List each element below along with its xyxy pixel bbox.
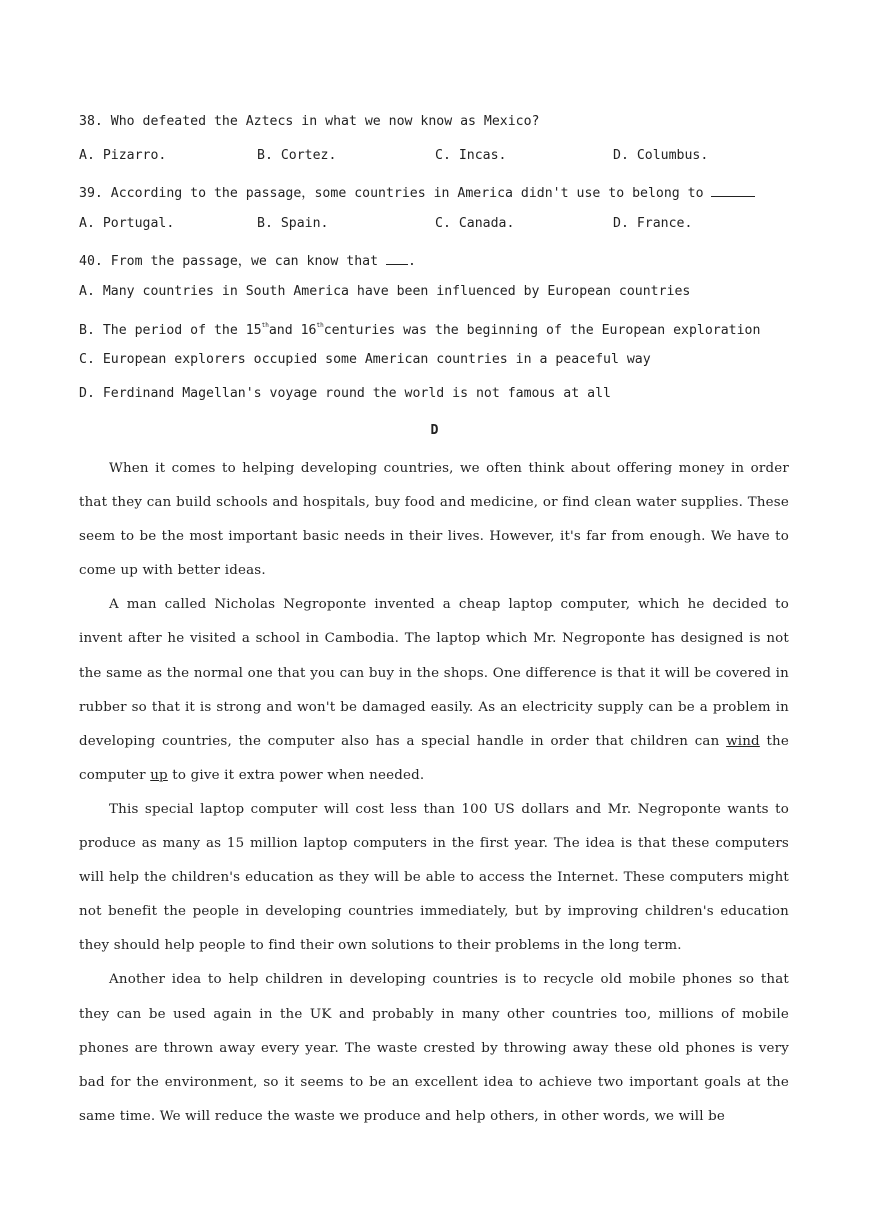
option-a: A. Portugal. bbox=[79, 216, 175, 231]
superscript-th: th bbox=[261, 322, 269, 329]
paragraph-1: When it comes to helping developing countries, we often think about offering money in order that they can build schools and hospitals, buy food and medicine, or find clean water supplies. These seem to be the most important basic needs in their lives. However, it's far from enough. We have to come up with better ideas. bbox=[79, 461, 789, 579]
paragraph-2-text: A man called Nicholas Negroponte invented a cheap laptop computer, which he decided to invent after he visited a school in Cambodia. The laptop which Mr. Negroponte has designed is not the same as the normal one that you can buy in the shops. One difference is that it will be covered in rubber so that it is strong and won't be damaged easily. As an electricity supply can be a problem in developing countries, the computer also has a special handle in order that children can bbox=[79, 597, 789, 749]
paragraph-4: Another idea to help children in developing countries is to recycle old mobile phones so that they can be used again in the UK and probably in many other countries too, millions of mobile phones are thrown away every year. The waste crested by throwing away these old phones is very bad for the environment, so it seems to be an excellent idea to achieve two important goals at the same time. We will reduce the waste we produce and help others, in other words, we will be bbox=[79, 972, 789, 1124]
option-b-part1: B. The period of the 15 bbox=[79, 323, 262, 338]
question-40-option-a: A. Many countries in South America have been influenced by European countries bbox=[79, 284, 691, 299]
questions-section bbox=[79, 110, 799, 416]
paragraph-2-text: to give it extra power when needed. bbox=[167, 767, 425, 783]
question-40-line bbox=[79, 246, 799, 280]
question-40-option-d: D. Ferdinand Magellan's voyage round the world is not famous at all bbox=[79, 386, 611, 401]
option-d: D. France. bbox=[613, 216, 693, 231]
option-b: B. Cortez. bbox=[257, 148, 337, 163]
underlined-word-up: up bbox=[150, 767, 168, 783]
paragraph-3: This special laptop computer will cost less than 100 US dollars and Mr. Negroponte wants to produce as many as 15 million laptop computers in the first year. The idea is that these computers will help the children's education as they will be able to access the Internet. These computers might not benefit the people in developing countries immediately, but by improving children's education they should help people to find their own solutions to their problems in the long term. bbox=[79, 801, 789, 954]
question-39-stem: 39. According to the passage，some countries in America didn't use to belong to bbox=[79, 186, 712, 201]
option-d: D. Columbus. bbox=[613, 148, 709, 163]
question-39-line bbox=[79, 178, 799, 212]
option-a: A. Pizarro. bbox=[79, 148, 167, 163]
question-40-stem: 40. From the passage，we can know that bbox=[79, 254, 386, 269]
option-b-part3: centuries was the beginning of the European exploration bbox=[323, 323, 761, 338]
superscript-th: th bbox=[316, 322, 324, 329]
option-c: C. Canada. bbox=[435, 216, 515, 231]
section-heading: D bbox=[430, 423, 439, 438]
paragraph-2 bbox=[79, 588, 789, 793]
question-40-option-c: C. European explorers occupied some American countries in a peaceful way bbox=[79, 352, 651, 367]
underlined-word-wind: wind bbox=[726, 733, 760, 749]
option-b: B. Spain. bbox=[257, 216, 329, 231]
option-b-part2: and 16 bbox=[268, 323, 317, 338]
answer-blank bbox=[386, 246, 408, 265]
option-c: C. Incas. bbox=[435, 148, 507, 163]
answer-blank bbox=[711, 178, 755, 197]
paragraph-2-text: the computer bbox=[79, 733, 789, 783]
question-40-option-b bbox=[79, 314, 799, 348]
question-38-stem: 38. Who defeated the Aztecs in what we now know as Mexico? bbox=[79, 114, 540, 129]
reading-passage bbox=[79, 452, 789, 1134]
question-38-options bbox=[79, 144, 799, 178]
stem-period: . bbox=[407, 254, 416, 269]
question-39-options bbox=[79, 212, 799, 246]
